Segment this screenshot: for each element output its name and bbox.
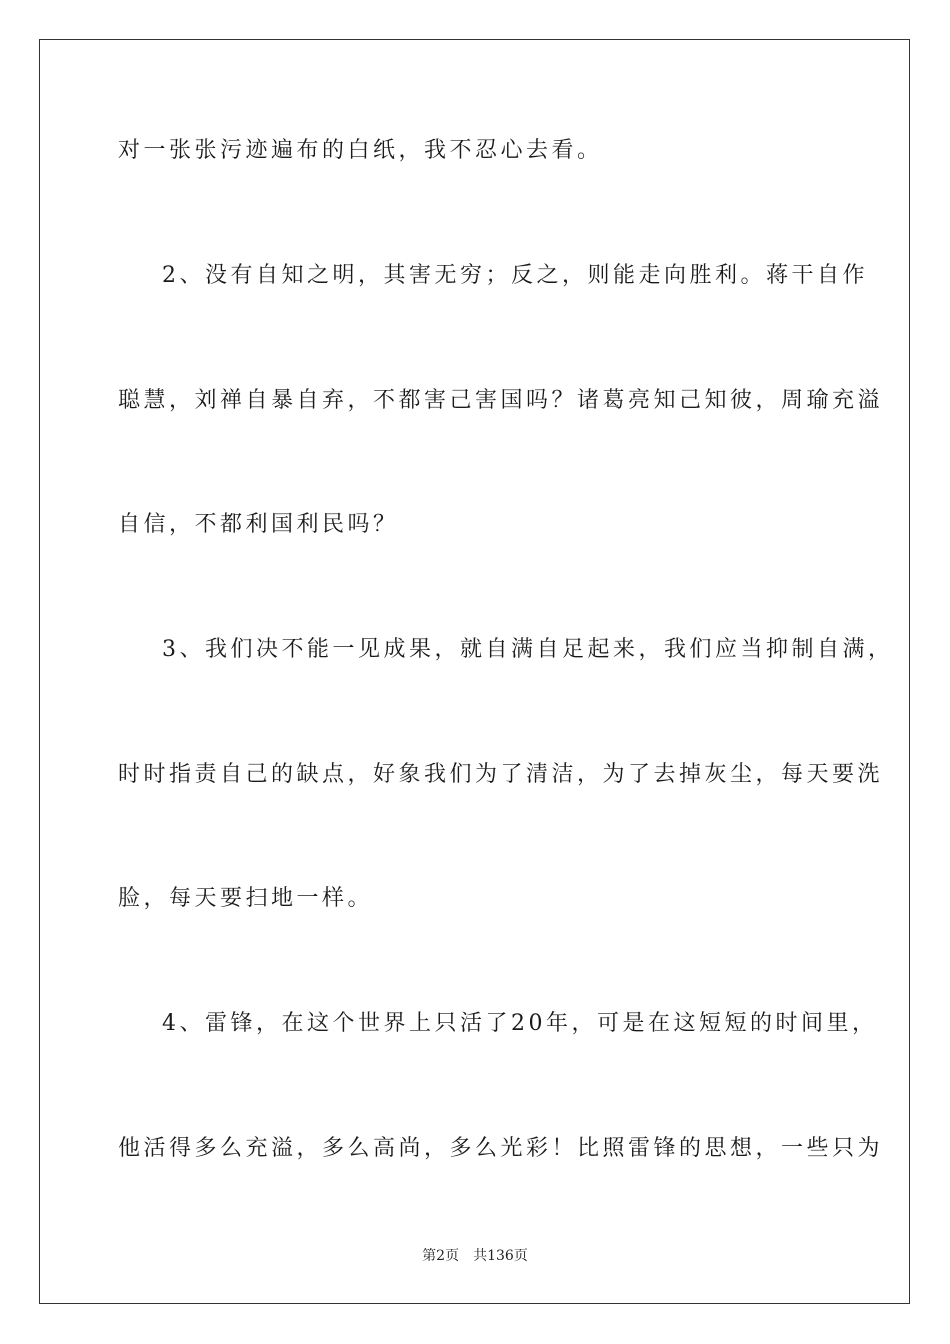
page-number: 第2页 (422, 1248, 460, 1264)
text-line-2: 2、没有自知之明，其害无穷；反之，则能走向胜利。蒋干自作 (162, 263, 868, 288)
text-line-1: 对一张张污迹遍布的白纸，我不忍心去看。 (118, 138, 603, 163)
text-line-5: 3、我们决不能一见成果，就自满自足起来，我们应当抑制自满， (162, 637, 894, 662)
text-line-6: 时时指责自己的缺点，好象我们为了清洁，为了去掉灰尘，每天要洗 (118, 762, 884, 787)
text-line-8: 4、雷锋，在这个世界上只活了20年，可是在这短短的时间里， (162, 1011, 878, 1036)
text-line-3: 聪慧，刘禅自暴自弃，不都害己害国吗？诸葛亮知己知彼，周瑜充溢 (118, 388, 884, 413)
text-line-4: 自信，不都利国利民吗？ (118, 512, 399, 537)
page-border (39, 39, 910, 1304)
text-line-7: 脸，每天要扫地一样。 (118, 886, 374, 911)
page-total: 共136页 (473, 1248, 528, 1264)
page-footer (0, 1247, 950, 1265)
text-line-9: 他活得多么充溢，多么高尚，多么光彩！比照雷锋的思想，一些只为 (118, 1136, 884, 1161)
